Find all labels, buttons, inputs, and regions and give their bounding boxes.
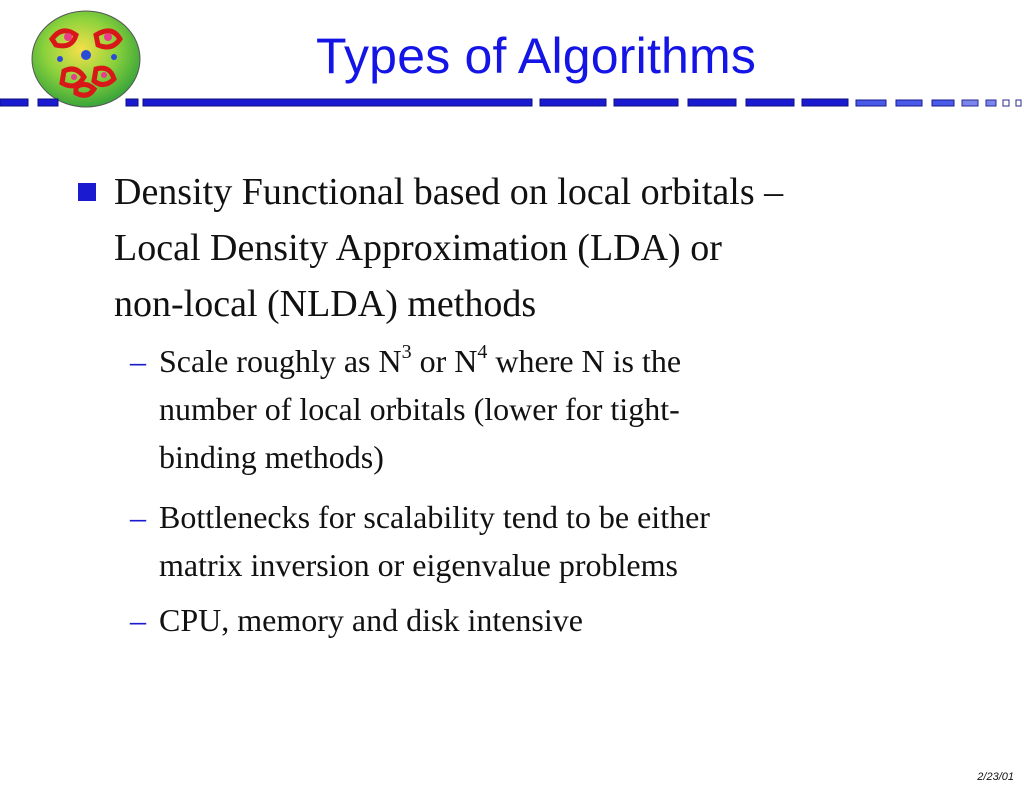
- main-bullet-line: Local Density Approximation (LDA) or: [114, 227, 722, 269]
- main-bullet-line: non-local (NLDA) methods: [114, 283, 537, 325]
- title-divider-rule: [0, 97, 1024, 109]
- superscript: 4: [477, 341, 488, 364]
- text-fragment: or N: [411, 343, 478, 379]
- square-bullet-icon: [78, 183, 96, 201]
- text-fragment: where N is the: [487, 343, 682, 379]
- sub-bullet-bottlenecks: [130, 493, 890, 593]
- sub-bullet-line: Bottlenecks for scalability tend to be either: [159, 499, 710, 535]
- dash-bullet-icon: –: [130, 343, 146, 379]
- sub-bullet-scale: [130, 337, 890, 487]
- slide-title: Types of Algorithms: [316, 28, 757, 84]
- colorful-sphere-logo-icon: [30, 9, 142, 109]
- dash-bullet-icon: –: [130, 499, 146, 535]
- sub-bullet-line: CPU, memory and disk intensive: [159, 602, 583, 638]
- main-bullet-text: [114, 164, 954, 332]
- superscript: 3: [401, 341, 412, 364]
- sub-bullet-cpu: [130, 596, 890, 646]
- main-bullet-line: Density Functional based on local orbitals –: [114, 171, 784, 213]
- text-fragment: Scale roughly as N: [159, 343, 402, 379]
- sub-bullet-line: [159, 337, 681, 385]
- sub-bullet-line: number of local orbitals (lower for tight-: [159, 391, 680, 427]
- sub-bullet-line: binding methods): [159, 439, 384, 475]
- slide-date: 2/23/01: [977, 771, 1014, 783]
- dash-bullet-icon: –: [130, 602, 146, 638]
- sub-bullet-line: matrix inversion or eigenvalue problems: [159, 547, 678, 583]
